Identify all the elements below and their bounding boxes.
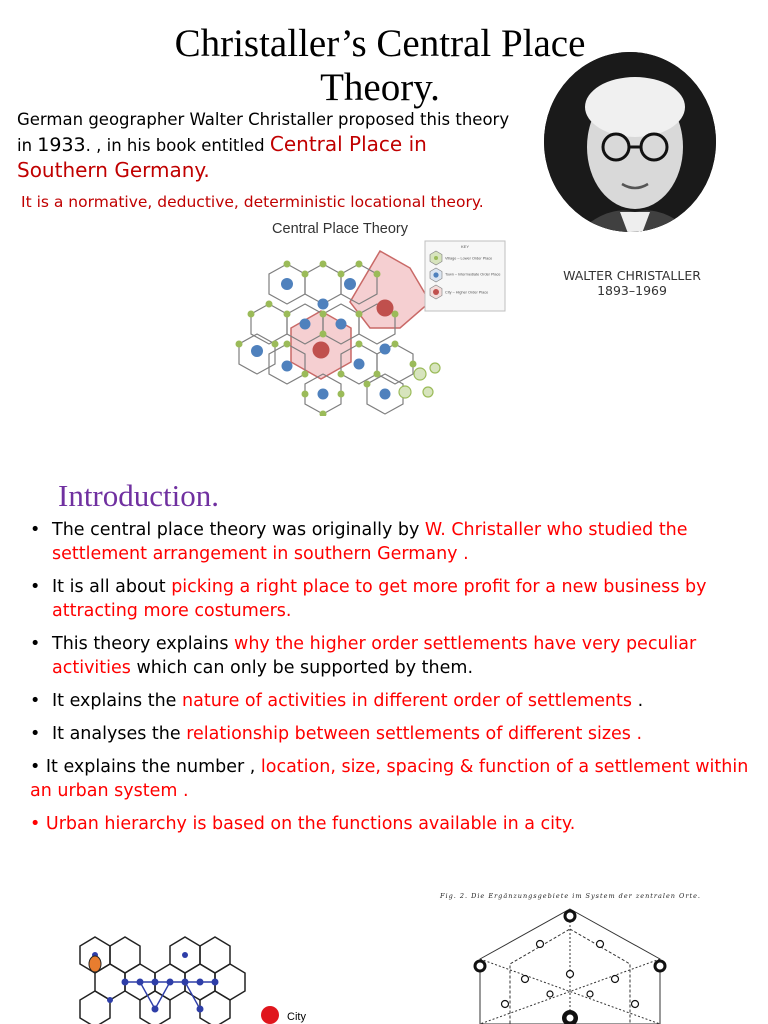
figure-caption: Fig. 2. Die Ergänzungsgebiete im System der zentralen Orte. <box>440 892 700 900</box>
central-place-diagram <box>230 216 510 416</box>
list-item: • Urban hierarchy is based on the functions available in a city. <box>30 814 576 834</box>
intro-text-2: . , in his book entitled <box>85 136 265 155</box>
diagram-key <box>425 241 505 311</box>
list-item: • It is all about picking a right place to get more profit for a new business by attracting more costumers. <box>30 577 707 621</box>
intro-points-list <box>30 518 750 845</box>
svg-text:Town – Intermediate Order Plac: Town – Intermediate Order Place <box>445 272 501 277</box>
portrait-caption <box>540 268 724 298</box>
bullet-icon: • <box>30 814 46 834</box>
portrait-years: 1893–1969 <box>597 283 667 298</box>
list-item: • This theory explains why the higher order settlements have very peculiar activities which can only be supported by them. <box>30 634 697 678</box>
city-legend-marker <box>261 1006 279 1024</box>
bullet-icon: • <box>30 691 41 711</box>
section-heading: Introduction. <box>58 478 219 513</box>
title-line-1: Christaller’s Central Place <box>174 22 586 65</box>
bullet-icon: • <box>30 520 41 540</box>
intro-year: 1933 <box>37 134 86 156</box>
christaller-original-figure <box>430 884 710 1024</box>
hexagon-network-image <box>60 922 350 1024</box>
book-title: Central Place in Southern Germany. <box>17 132 427 182</box>
city-legend-label: City <box>287 1011 306 1023</box>
portrait-name: WALTER CHRISTALLER <box>563 268 701 283</box>
svg-text:City – Higher Order Place: City – Higher Order Place <box>445 290 489 295</box>
normative-statement: It is a normative, deductive, deterministic locational theory. <box>21 193 484 211</box>
bullet-icon: • <box>30 724 41 744</box>
list-item: • It analyses the relationship between settlements of different sizes . <box>30 724 643 744</box>
bullet-icon: • <box>30 757 46 777</box>
svg-text:KEY: KEY <box>460 244 470 249</box>
intro-paragraph <box>17 108 517 184</box>
bullet-icon: • <box>30 634 41 654</box>
title-line-2: Theory. <box>320 66 440 109</box>
intro-text: German geographer Walter Christaller proposed this theory in <box>17 110 510 155</box>
svg-text:Village – Lower Order Place: Village – Lower Order Place <box>445 256 493 261</box>
bullet-icon: • <box>30 577 41 597</box>
list-item: • It explains the nature of activities in different order of settlements . <box>30 691 644 711</box>
diagram-title: Central Place Theory <box>272 221 408 237</box>
list-item: • The central place theory was originally by W. Christaller who studied the settlement arrangement in southern Germany . <box>30 520 688 564</box>
list-item: • It explains the number , location, size, spacing & function of a settlement within an urban system . <box>30 757 749 801</box>
walter-christaller-portrait <box>540 52 724 264</box>
